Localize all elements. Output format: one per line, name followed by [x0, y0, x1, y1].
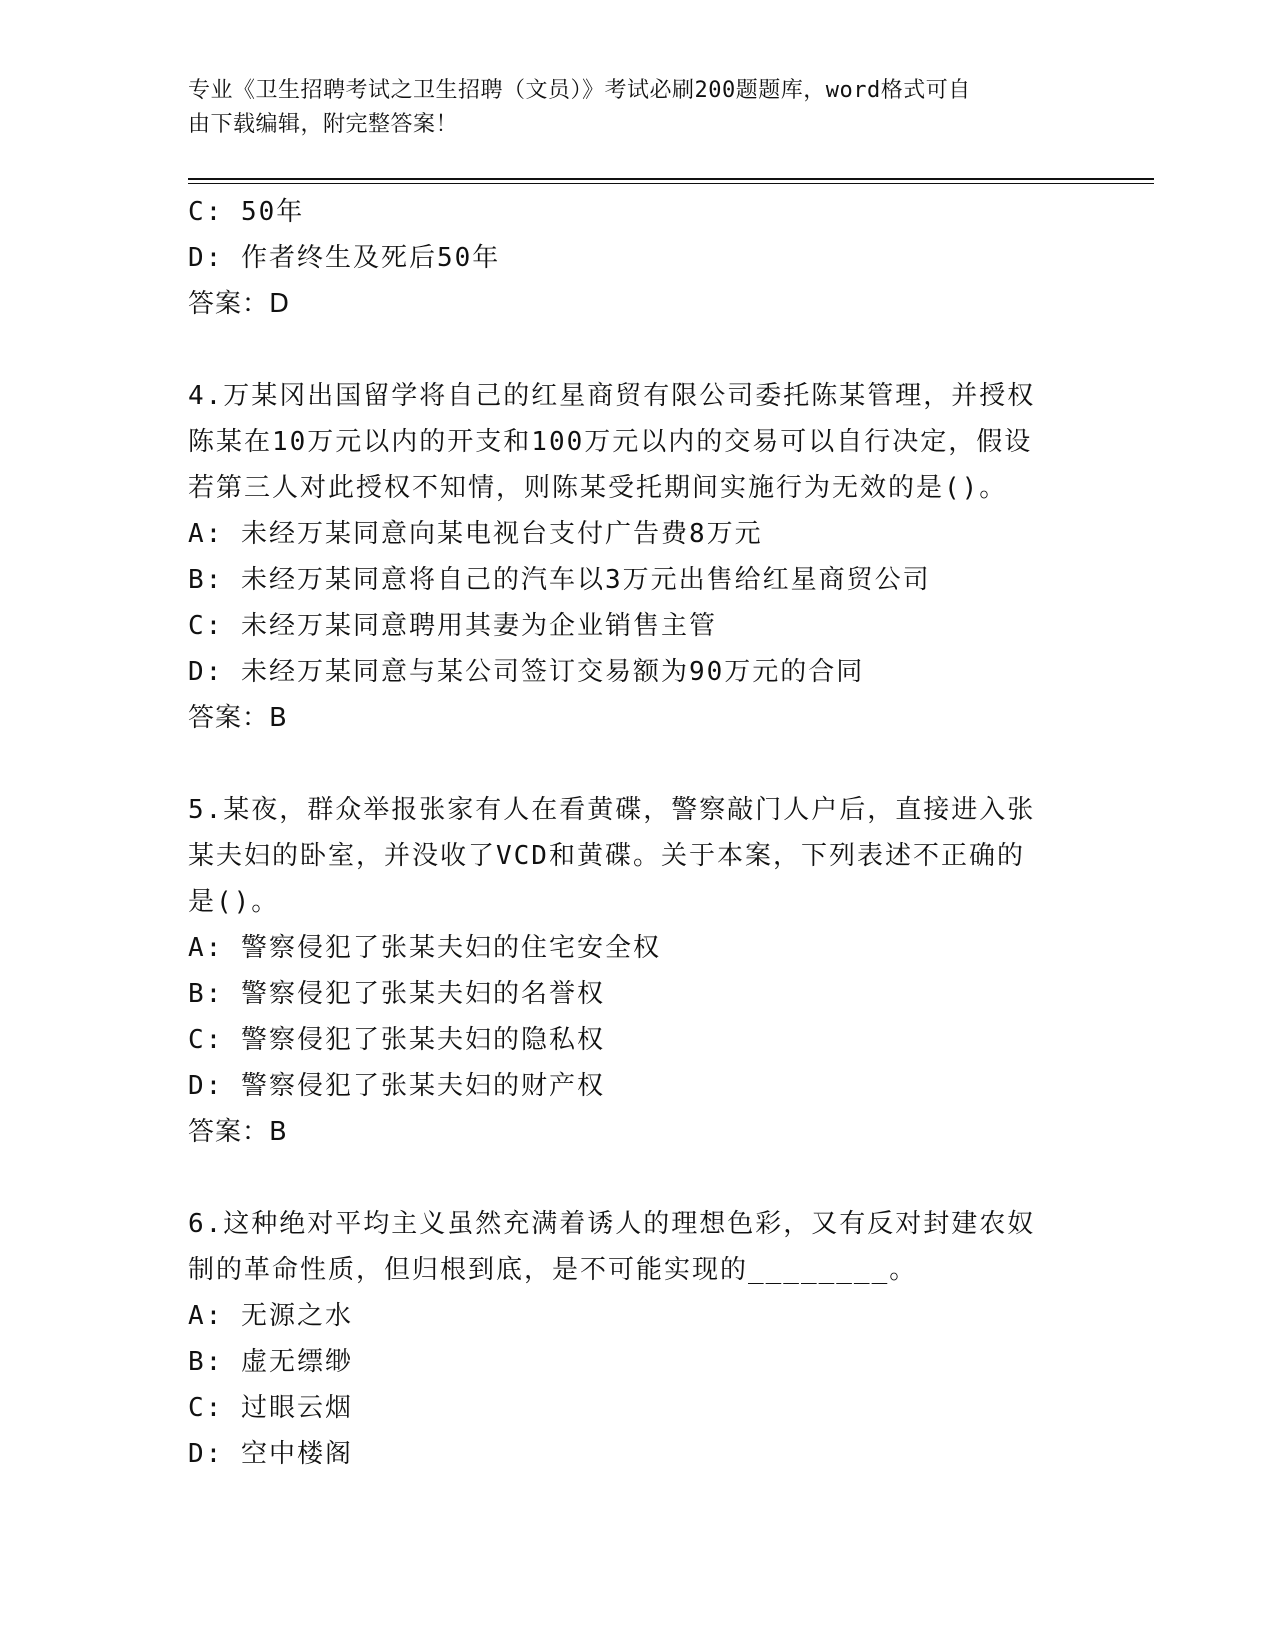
question-3-tail: [188, 189, 1088, 327]
answer-line: 答案：D: [188, 289, 291, 319]
answer-line: 答案：B: [188, 703, 288, 733]
option-c: C: 未经万某同意聘用其妻为企业销售主管: [188, 611, 717, 641]
option-c: C: 警察侵犯了张某夫妇的隐私权: [188, 1025, 605, 1055]
option-d: D: 作者终生及死后50年: [188, 243, 501, 273]
question-text-line: 是()。: [188, 887, 280, 917]
option-a: A: 无源之水: [188, 1301, 353, 1331]
question-text-line: 某夫妇的卧室，并没收了VCD和黄碟。关于本案，下列表述不正确的: [188, 841, 1025, 871]
option-a: A: 警察侵犯了张某夫妇的住宅安全权: [188, 933, 661, 963]
question-list: [188, 189, 1088, 1477]
option-d: D: 空中楼阁: [188, 1439, 353, 1469]
spacer: [188, 741, 1088, 787]
document-header: [188, 74, 1068, 142]
question-5: [188, 787, 1088, 1155]
option-a: A: 未经万某同意向某电视台支付广告费8万元: [188, 519, 763, 549]
question-text-line: 若第三人对此授权不知情，则陈某受托期间实施行为无效的是()。: [188, 473, 1008, 503]
question-text-line: 制的革命性质，但归根到底，是不可能实现的________。: [188, 1255, 918, 1285]
answer-line: 答案：B: [188, 1117, 288, 1147]
option-d: D: 未经万某同意与某公司签订交易额为90万元的合同: [188, 657, 865, 687]
question-text-line: 6.这种绝对平均主义虽然充满着诱人的理想色彩，又有反对封建农奴: [188, 1209, 1036, 1239]
option-b: B: 虚无缥缈: [188, 1347, 353, 1377]
question-6: [188, 1201, 1088, 1477]
question-text-line: 陈某在10万元以内的开支和100万元以内的交易可以自行决定，假设: [188, 427, 1033, 457]
option-c: C: 50年: [188, 197, 305, 227]
option-b: B: 警察侵犯了张某夫妇的名誉权: [188, 979, 605, 1009]
option-d: D: 警察侵犯了张某夫妇的财产权: [188, 1071, 605, 1101]
question-text-line: 4.万某冈出国留学将自己的红星商贸有限公司委托陈某管理，并授权: [188, 381, 1036, 411]
question-text-line: 5.某夜，群众举报张家有人在看黄碟，警察敲门人户后，直接进入张: [188, 795, 1036, 825]
question-4: [188, 373, 1088, 741]
spacer: [188, 327, 1088, 373]
header-line-2: 由下载编辑，附完整答案！: [188, 112, 459, 137]
header-line-1: 专业《卫生招聘考试之卫生招聘（文员）》考试必刷200题题库，word格式可自: [188, 78, 971, 103]
header-divider-thin: [188, 183, 1154, 184]
spacer: [188, 1155, 1088, 1201]
header-divider-thick: [188, 178, 1154, 180]
option-b: B: 未经万某同意将自己的汽车以3万元出售给红星商贸公司: [188, 565, 931, 595]
option-c: C: 过眼云烟: [188, 1393, 353, 1423]
